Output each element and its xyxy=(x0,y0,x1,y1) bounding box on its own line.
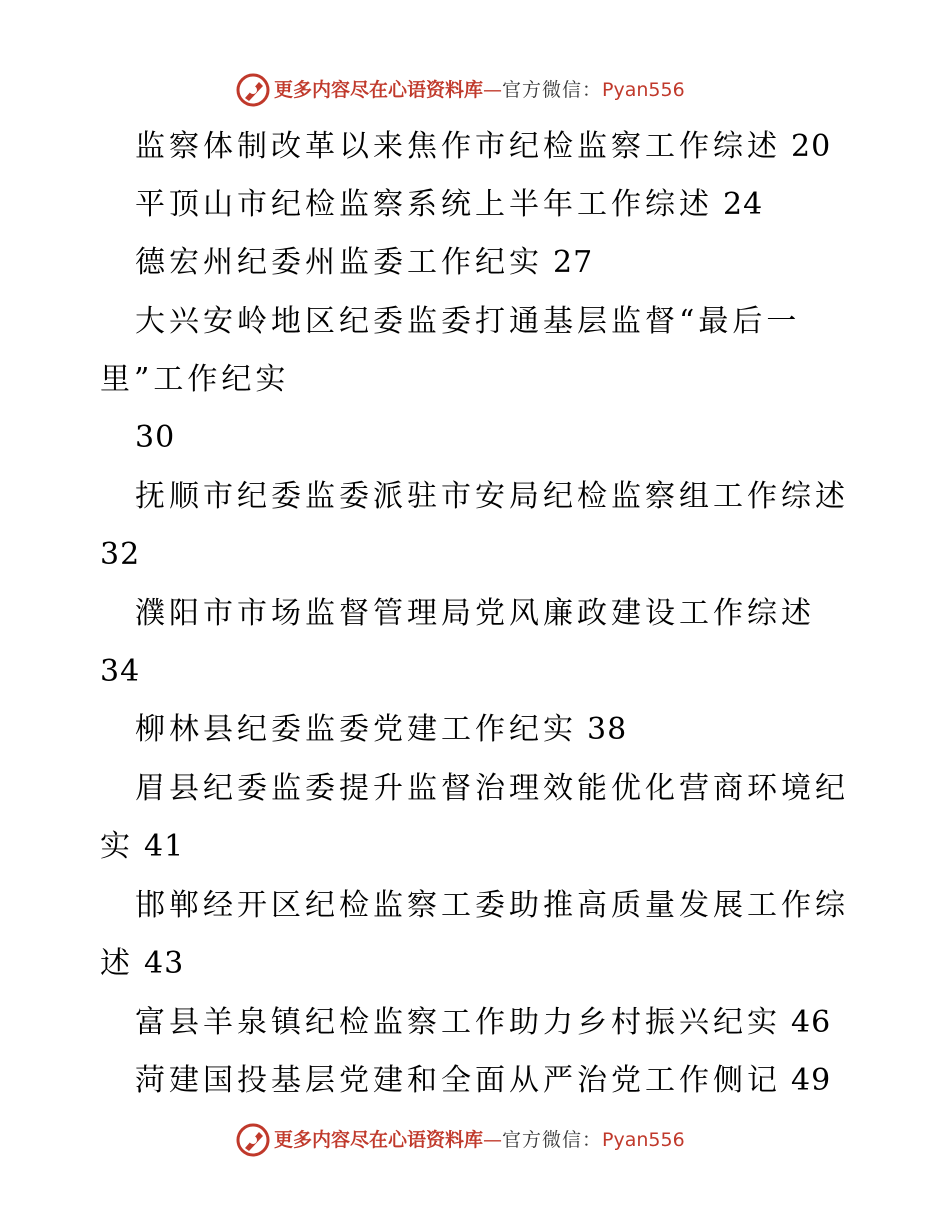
toc-title: 平顶山市纪检监察系统上半年工作综述 xyxy=(135,187,713,222)
footer-banner xyxy=(236,1123,685,1157)
toc-page-number: 30 xyxy=(135,420,176,455)
toc-title: 监察体制改革以来焦作市纪检监察工作综述 xyxy=(135,129,781,164)
toc-title: 大兴安岭地区纪委监委打通基层监督“最后一 xyxy=(135,304,801,339)
toc-entry-line1 xyxy=(135,594,815,634)
toc-title-cont: 实 xyxy=(100,829,134,864)
toc-entry xyxy=(135,185,763,225)
toc-title: 德宏州纪委州监委工作纪实 xyxy=(135,245,543,280)
toc-title: 濮阳市市场监督管理局党风廉政建设工作综述 xyxy=(135,596,815,631)
banner-dash: — xyxy=(483,79,503,101)
toc-page-number: 32 xyxy=(100,537,141,572)
toc-title: 柳林县纪委监委党建工作纪实 xyxy=(135,712,577,747)
toc-title-cont: 述 xyxy=(100,946,134,981)
pen-logo-icon xyxy=(236,1123,270,1157)
toc-entry-line1 xyxy=(135,477,849,517)
toc-page-number-row xyxy=(100,652,140,692)
toc-page-number: 49 xyxy=(791,1063,832,1098)
toc-title: 抚顺市纪委监委派驻市安局纪检监察组工作综述 xyxy=(135,479,849,514)
toc-page-number: 34 xyxy=(100,654,141,689)
banner-wechat-label: 官方微信： xyxy=(502,79,603,101)
toc-page-number: 46 xyxy=(791,1005,832,1040)
toc-title: 眉县纪委监委提升监督治理效能优化营商环境纪 xyxy=(135,771,849,806)
toc-page-number: 43 xyxy=(144,946,185,981)
banner-wechat-id: Pyan556 xyxy=(602,1129,685,1151)
banner-slogan: 更多内容尽在心语资料库 xyxy=(274,79,484,101)
banner-dash: — xyxy=(483,1129,503,1151)
banner-wechat-id: Pyan556 xyxy=(602,79,685,101)
toc-entry xyxy=(135,127,831,167)
toc-title: 富县羊泉镇纪检监察工作助力乡村振兴纪实 xyxy=(135,1005,781,1040)
toc-title-cont: 里”工作纪实 xyxy=(100,362,290,397)
toc-page-number-row xyxy=(135,418,175,458)
toc-page-number: 24 xyxy=(723,187,764,222)
toc-page-number: 41 xyxy=(144,829,185,864)
toc-title: 邯郸经开区纪检监察工委助推高质量发展工作综 xyxy=(135,888,849,923)
toc-entry xyxy=(135,243,593,283)
toc-page-number: 38 xyxy=(587,712,628,747)
toc-entry-line1 xyxy=(135,302,800,342)
toc-page-number: 20 xyxy=(791,129,832,164)
toc-page-number-row xyxy=(100,535,140,575)
toc-entry-line2 xyxy=(100,944,184,984)
toc-entry xyxy=(135,1003,831,1043)
toc-entry-line2 xyxy=(100,360,289,400)
toc-page-number: 27 xyxy=(553,245,594,280)
toc-entry-line2 xyxy=(100,827,184,867)
toc-entry-line1 xyxy=(135,886,849,926)
toc-entry-line1 xyxy=(135,769,849,809)
toc-title: 菏建国投基层党建和全面从严治党工作侧记 xyxy=(135,1063,781,1098)
banner-text xyxy=(274,1123,685,1157)
banner-slogan: 更多内容尽在心语资料库 xyxy=(274,1129,484,1151)
toc-entry xyxy=(135,710,627,750)
toc-entry xyxy=(135,1061,831,1101)
banner-wechat-label: 官方微信： xyxy=(502,1129,603,1151)
